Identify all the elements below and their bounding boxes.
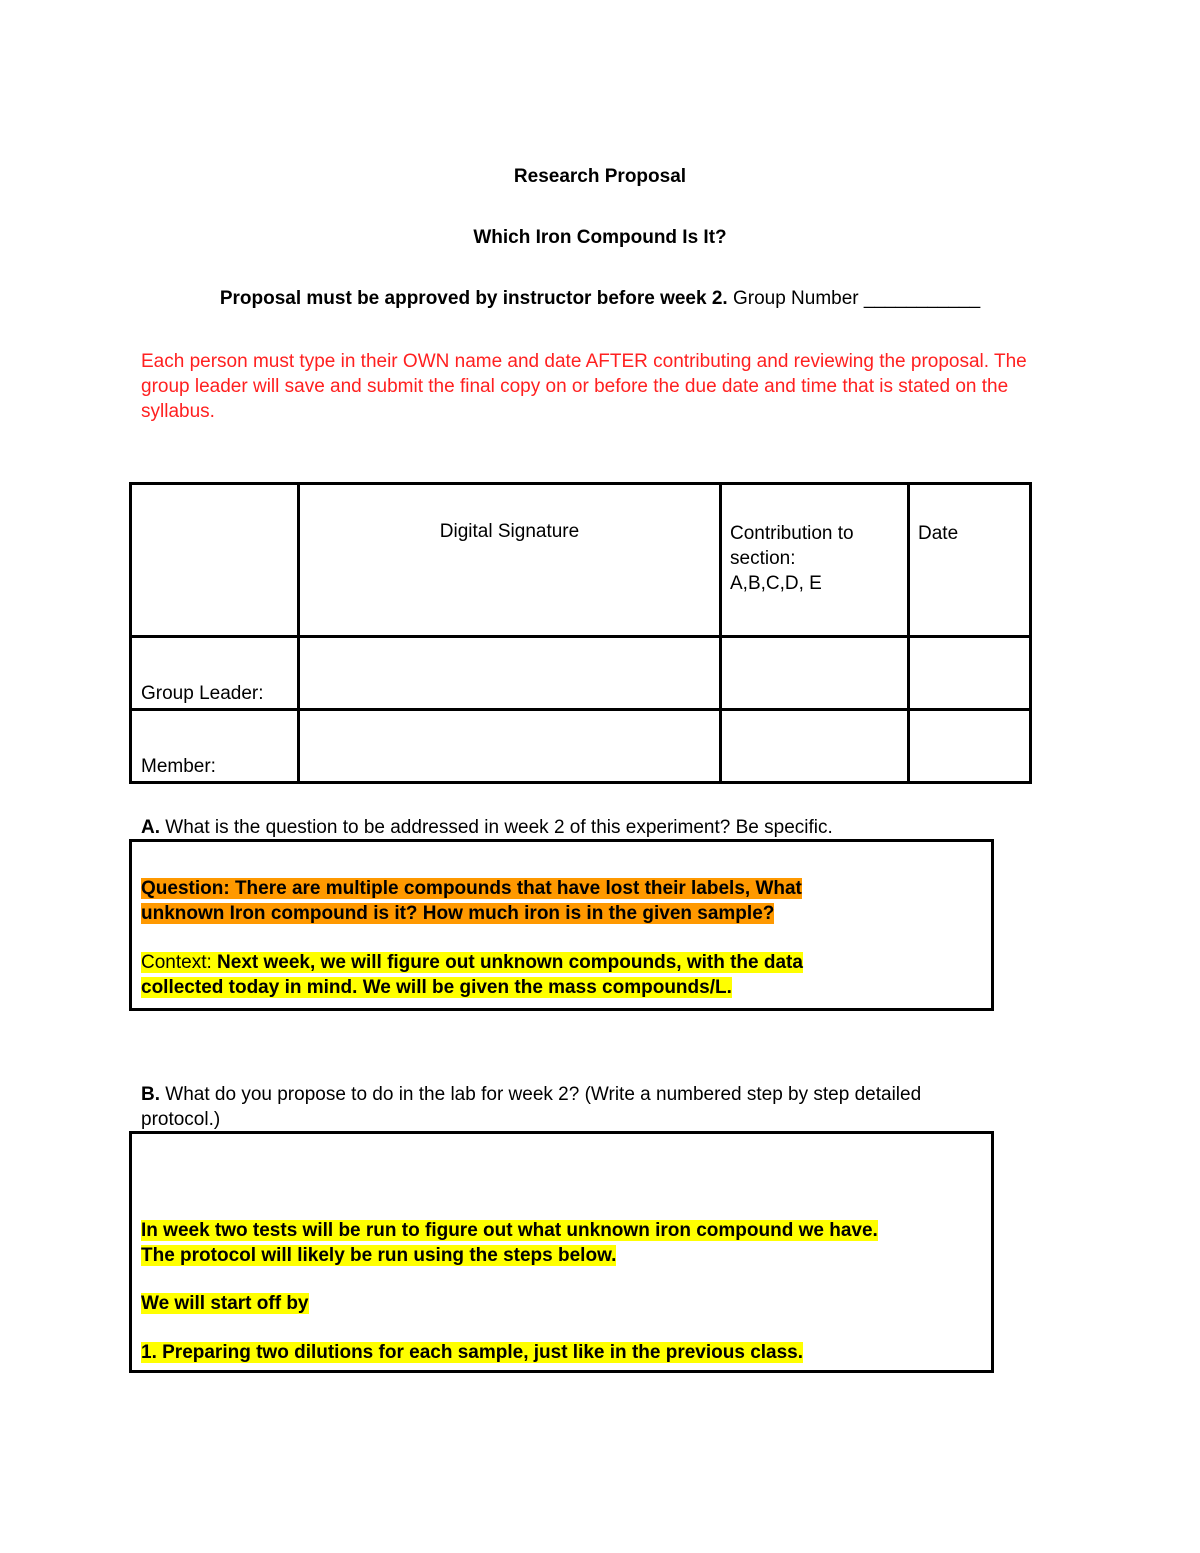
- header-digital-signature: Digital Signature: [299, 484, 721, 637]
- group-number-field[interactable]: Group Number ___________: [727, 288, 981, 309]
- protocol-intro-line-2: The protocol will likely be run using the steps below.: [141, 1245, 617, 1266]
- section-b-prompt-line-2: protocol.): [141, 1109, 221, 1130]
- context-label: Context:: [141, 952, 218, 973]
- member-signature-cell[interactable]: [299, 710, 721, 783]
- row-label-member: Member:: [131, 710, 299, 783]
- section-a-answer-box[interactable]: [129, 839, 994, 1011]
- section-a-question-text: What is the question to be addressed in week 2 of this experiment? Be specific.: [160, 817, 833, 838]
- context-answer: [141, 950, 803, 1000]
- protocol-start-text: We will start off by: [141, 1293, 309, 1314]
- group-leader-contribution-cell[interactable]: [721, 637, 909, 710]
- table-row-member: [131, 710, 1031, 783]
- question-answer: [141, 876, 802, 926]
- approval-notice: Proposal must be approved by instructor before week 2.: [219, 288, 728, 309]
- header-contribution-line3: A,B,C,D, E: [730, 573, 822, 594]
- header-contribution-line1: Contribution to: [730, 523, 854, 544]
- context-line-1: Next week, we will figure out unknown compounds, with the data: [217, 952, 803, 973]
- section-b-answer-box[interactable]: [129, 1131, 994, 1373]
- document-title: Research Proposal: [513, 166, 687, 187]
- protocol-step-1-text: 1. Preparing two dilutions for each sample, just like in the previous class.: [141, 1342, 804, 1363]
- table-row-group-leader: [131, 637, 1031, 710]
- question-line-1: Question: There are multiple compounds that have lost their labels, What: [141, 878, 802, 899]
- member-contribution-cell[interactable]: [721, 710, 909, 783]
- section-a-prompt: [141, 817, 833, 839]
- instructions-text: Each person must type in their OWN name and date AFTER contributing and reviewing the proposal. The group leader will save and submit the final copy on or before the due date and time that is stated on the syllabus.: [141, 351, 1027, 422]
- header-contribution: [721, 484, 909, 637]
- protocol-step-1: [141, 1340, 803, 1365]
- signature-table: [129, 482, 1032, 784]
- section-a-letter: A.: [141, 817, 160, 838]
- signature-table-header-row: [131, 484, 1031, 637]
- header-contribution-line2: section:: [730, 548, 796, 569]
- protocol-start: [141, 1291, 309, 1316]
- member-date-cell[interactable]: [909, 710, 1031, 783]
- section-b-prompt: [141, 1082, 1041, 1132]
- context-line-2: collected today in mind. We will be given the mass compounds/L.: [141, 977, 732, 998]
- approval-line: [0, 288, 1200, 310]
- row-label-group-leader: Group Leader:: [131, 637, 299, 710]
- header-date: Date: [909, 484, 1031, 637]
- section-b-letter: B.: [141, 1084, 160, 1105]
- section-b-prompt-line-1: What do you propose to do in the lab for week 2? (Write a numbered step by step detailed: [160, 1084, 922, 1105]
- group-leader-signature-cell[interactable]: [299, 637, 721, 710]
- question-line-2: unknown Iron compound is it? How much iron is in the given sample?: [141, 903, 775, 924]
- protocol-intro: [141, 1218, 878, 1268]
- header-blank-cell: [131, 484, 299, 637]
- group-leader-date-cell[interactable]: [909, 637, 1031, 710]
- document-subtitle: Which Iron Compound Is It?: [473, 227, 727, 248]
- protocol-intro-line-1: In week two tests will be run to figure out what unknown iron compound we have.: [141, 1220, 878, 1241]
